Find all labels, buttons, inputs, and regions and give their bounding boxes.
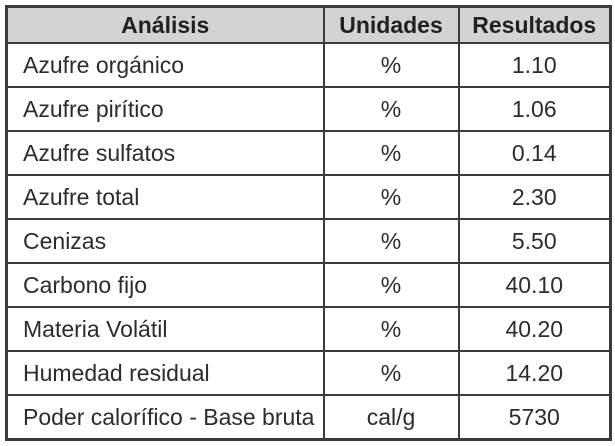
cell-unidades: cal/g xyxy=(324,395,459,440)
cell-unidades: % xyxy=(324,43,459,87)
cell-unidades: % xyxy=(324,351,459,395)
cell-analisis: Carbono fijo xyxy=(7,263,324,307)
cell-unidades: % xyxy=(324,263,459,307)
cell-resultados: 5.50 xyxy=(459,219,611,263)
cell-resultados: 1.06 xyxy=(459,87,611,131)
cell-analisis: Azufre pirítico xyxy=(7,87,324,131)
cell-unidades: % xyxy=(324,175,459,219)
cell-analisis: Humedad residual xyxy=(7,351,324,395)
cell-analisis: Poder calorífico - Base bruta xyxy=(7,395,324,440)
header-unidades: Unidades xyxy=(324,7,459,44)
table-row xyxy=(7,87,611,131)
cell-analisis: Azufre orgánico xyxy=(7,43,324,87)
cell-resultados: 40.20 xyxy=(459,307,611,351)
cell-unidades: % xyxy=(324,219,459,263)
table-row xyxy=(7,131,611,175)
cell-analisis: Materia Volátil xyxy=(7,307,324,351)
header-resultados: Resultados xyxy=(459,7,611,44)
cell-resultados: 40.10 xyxy=(459,263,611,307)
cell-analisis: Azufre total xyxy=(7,175,324,219)
cell-resultados: 2.30 xyxy=(459,175,611,219)
cell-analisis: Cenizas xyxy=(7,219,324,263)
table-row xyxy=(7,395,611,440)
cell-unidades: % xyxy=(324,131,459,175)
table-body xyxy=(7,43,611,440)
table-row xyxy=(7,307,611,351)
cell-resultados: 5730 xyxy=(459,395,611,440)
header-analisis: Análisis xyxy=(7,7,324,44)
cell-unidades: % xyxy=(324,307,459,351)
table-row xyxy=(7,351,611,395)
cell-unidades: % xyxy=(324,87,459,131)
header-row xyxy=(7,7,611,44)
cell-analisis: Azufre sulfatos xyxy=(7,131,324,175)
cell-resultados: 0.14 xyxy=(459,131,611,175)
results-table xyxy=(5,5,612,441)
cell-resultados: 1.10 xyxy=(459,43,611,87)
table-row xyxy=(7,43,611,87)
table-row xyxy=(7,263,611,307)
table-row xyxy=(7,175,611,219)
table-header xyxy=(7,7,611,44)
table-row xyxy=(7,219,611,263)
cell-resultados: 14.20 xyxy=(459,351,611,395)
